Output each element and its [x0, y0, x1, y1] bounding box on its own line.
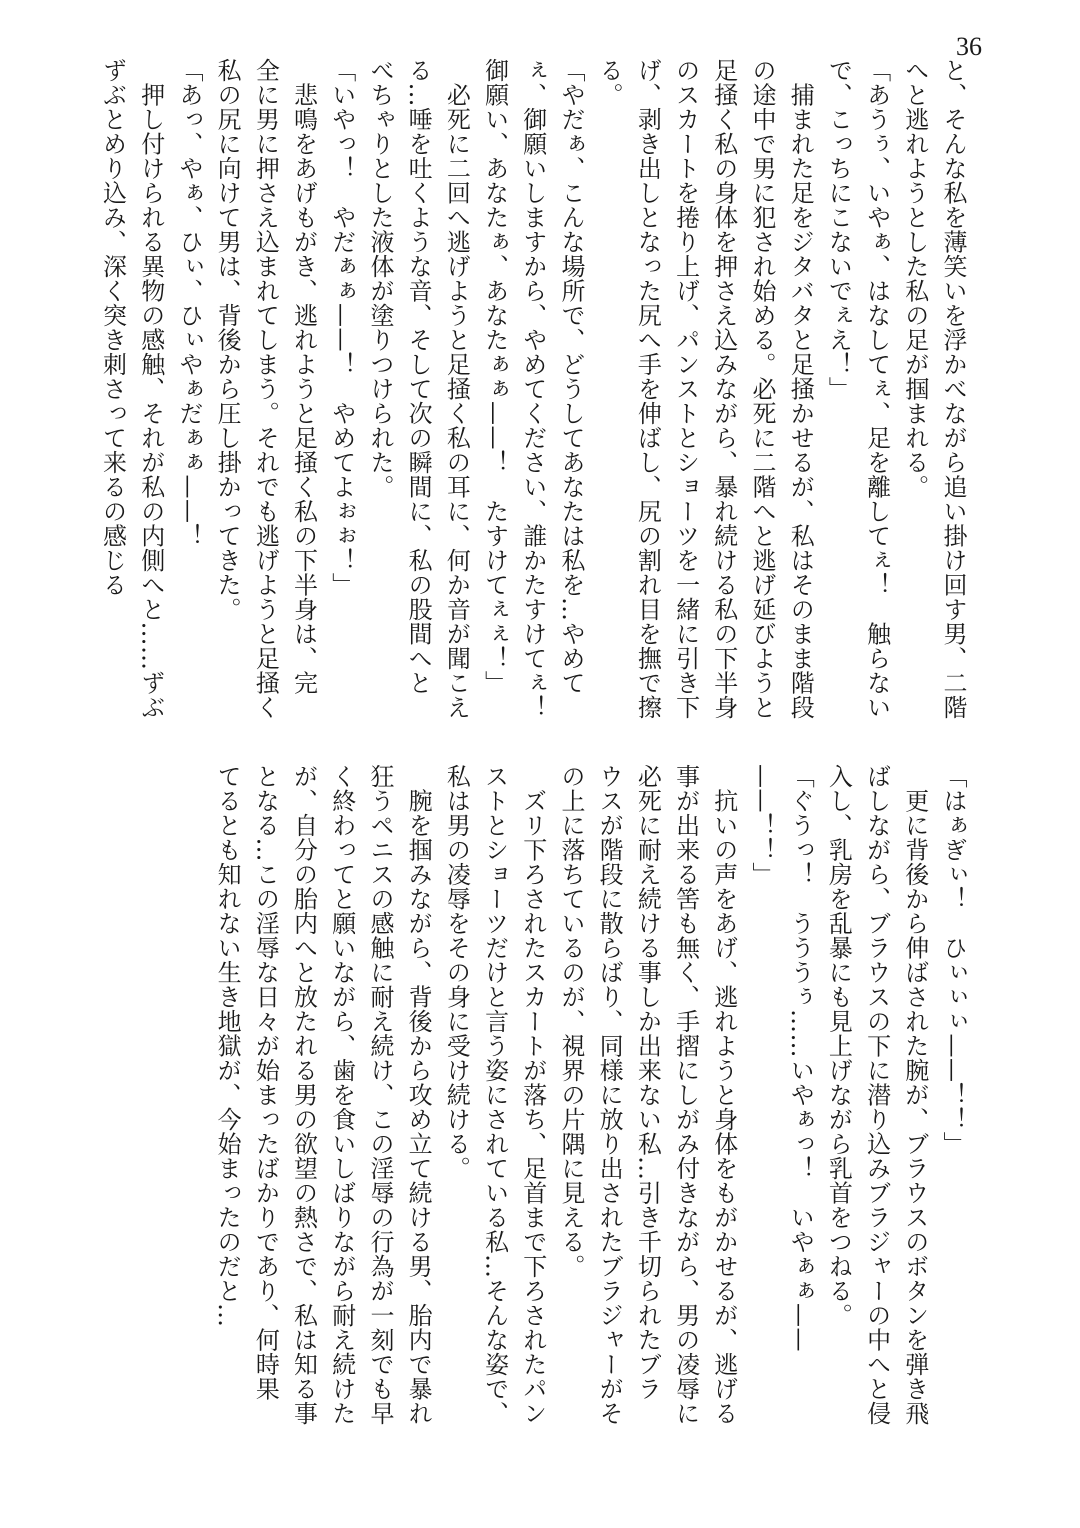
text-line: となる…この淫辱な日々が始まったばかりであり、何時果	[251, 764, 280, 1401]
text-line: 捕まれた足をジタバタと足掻かせるが、私はそのまま階段	[786, 58, 815, 720]
text-line: 悲鳴をあげもがき、逃れようと足掻く私の下半身は、完	[289, 58, 318, 695]
text-line: ——！！」	[747, 764, 776, 887]
text-line: ぇ、御願いしますから、やめてください、誰かたすけてぇ！	[518, 58, 547, 720]
text-line: 更に背後から伸ばされた腕が、ブラウスのボタンを弾き飛	[900, 764, 929, 1426]
text-line: ずぶとめり込み、深く突き刺さって来るの感じる	[98, 58, 127, 597]
text-line: 全に男に押さえ込まれてしまう。それでも逃げようと足掻く	[251, 58, 280, 720]
page-number: 36	[956, 32, 982, 61]
text-line: 私は男の凌辱をその身に受け続ける。	[442, 764, 471, 1181]
text-line: げ、剥き出しとなった尻へ手を伸ばし、尻の割れ目を撫で擦	[633, 58, 662, 720]
text-line: 抗いの声をあげ、逃れようと身体をもがかせるが、逃げる	[709, 764, 738, 1426]
text-line: 「ぐうっ！ うううぅ……いやぁっ！ いやぁぁ——	[786, 764, 815, 1352]
text-line: る…唾を吐くような音、そして次の瞬間に、私の股間へと	[404, 58, 433, 695]
text-line: く終わってと願いながら、歯を食いしばりながら耐え続けた	[327, 764, 356, 1426]
text-line: 腕を掴みながら、背後から攻め立て続ける男、胎内で暴れ	[404, 764, 433, 1426]
text-line: てるとも知れない生き地獄が、今始まったのだと…	[213, 764, 242, 1328]
text-line: ばしながら、ブラウスの下に潜り込みブラジャーの中へと侵	[862, 764, 891, 1426]
text-line: の途中で男に犯され始める。必死に二階へと逃げ延びようと	[747, 58, 776, 720]
text-line: ズリ下ろされたスカートが落ち、足首まで下ろされたパン	[518, 764, 547, 1426]
text-line: のスカートを捲り上げ、パンストとショーツを一緒に引き下	[671, 58, 700, 720]
text-line: が、自分の胎内へと放たれる男の欲望の熱さで、私は知る事	[289, 764, 318, 1426]
text-line: ストとショーツだけと言う姿にされている私…そんな姿で、	[480, 764, 509, 1426]
text-line: の上に落ちているのが、視界の片隅に見える。	[556, 764, 585, 1279]
text-line: 必死に耐え続ける事しか出来ない私…引き千切られたブラ	[633, 764, 662, 1401]
text-line: べちゃりとした液体が塗りつけられた。	[365, 58, 394, 499]
text-line: 押し付けられる異物の感触、それが私の内側へと……ずぶ	[136, 58, 165, 720]
text-line: 私の尻に向けて男は、背後から圧し掛かってきた。	[213, 58, 242, 622]
text-line: 「あうぅ、いやぁ、はなしてぇ、足を離してぇ！ 触らない	[862, 58, 891, 720]
text-block-upper	[93, 58, 972, 720]
text-line: 「はぁぎぃ！ ひぃぃぃ——！！」	[939, 764, 967, 1156]
text-line: 「やだぁ、こんな場所で、どうしてあなたは私を…やめて	[556, 58, 585, 695]
text-line: る。	[595, 58, 624, 107]
text-line: 事が出来る筈も無く、手摺にしがみ付きながら、男の凌辱に	[671, 764, 700, 1426]
text-line: 必死に二回へ逃げようと足掻く私の耳に、何か音が聞こえ	[442, 58, 471, 720]
text-block-lower	[208, 764, 972, 1426]
text-line: 足掻く私の身体を押さえ込みながら、暴れ続ける私の下半身	[709, 58, 738, 720]
text-line: へと逃れようとした私の足が掴まれる。	[900, 58, 929, 499]
text-line: 御願い、あなたぁ、あなたぁぁ——！ たすけてぇぇ！」	[480, 58, 509, 695]
text-line: 「いやっ！ やだぁぁ——！ やめてよぉぉ！」	[327, 58, 356, 597]
text-line: 入し、乳房を乱暴にも見上げながら乳首をつねる。	[824, 764, 853, 1328]
text-line: ウスが階段に散らばり、同様に放り出されたブラジャーがそ	[595, 764, 624, 1426]
text-line: で、こっちにこないでぇえ！」	[824, 58, 853, 401]
text-line: 「あっ、やぁ、ひぃ、ひぃやぁだぁぁ——！	[174, 58, 203, 548]
text-line: 狂うペニスの感触に耐え続け、この淫辱の行為が一刻でも早	[365, 764, 394, 1426]
text-line: と、そんな私を薄笑いを浮かべながら追い掛け回す男、二階	[939, 58, 967, 720]
